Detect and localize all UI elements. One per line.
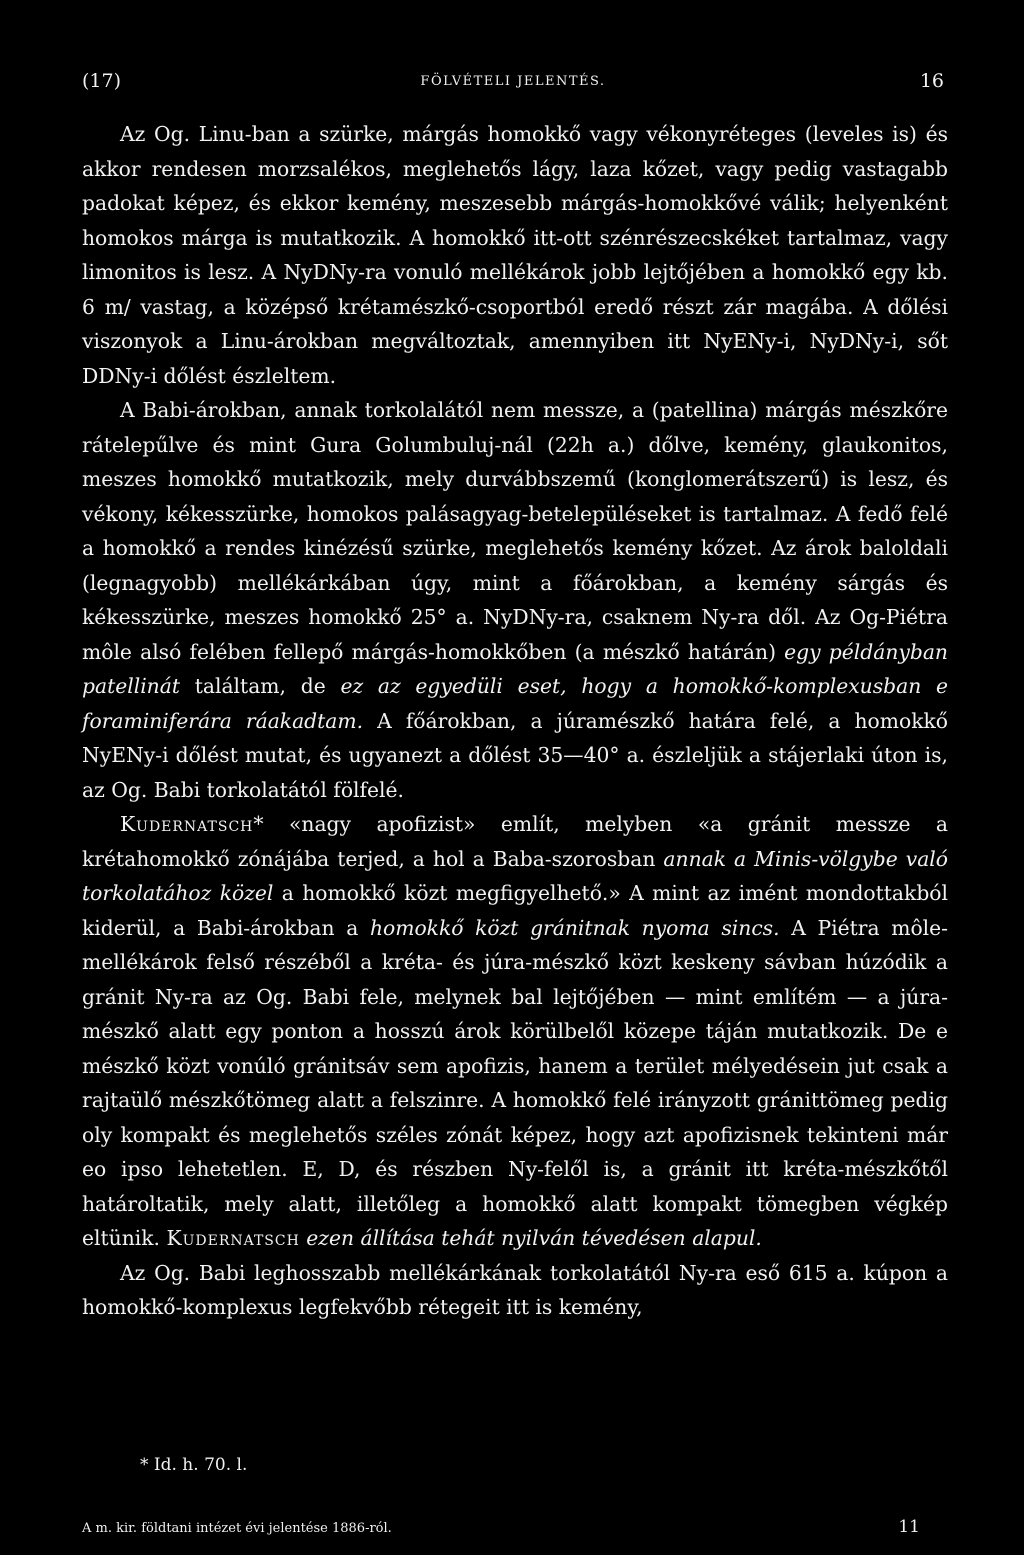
footnote: * Id. h. 70. l. xyxy=(140,1455,248,1475)
text-segment: a homokkő közt megfigyelhető.» A mint az imént mondottakból kiderül, a Babi-árokban a xyxy=(82,881,948,940)
text-segment: Az Og. Babi leghosszabb mellékárkának torkolatától Ny-ra eső 615 a. kúpon a homokkő-komplexus legfekvőbb rétegeit itt is kemény, xyxy=(82,1260,948,1319)
author-name: Kudernatsch xyxy=(120,812,254,836)
italic-text: homokkő közt gránitnak nyoma sincs. xyxy=(369,915,780,940)
page-footer xyxy=(82,1517,944,1541)
author-name: Kudernatsch xyxy=(166,1226,300,1250)
italic-text: egy példányban patellinát xyxy=(82,639,948,698)
text-segment: találtam, de xyxy=(180,674,341,698)
paragraph xyxy=(82,807,948,1256)
sheet-number: 11 xyxy=(898,1517,920,1537)
page-number-right: 16 xyxy=(919,70,944,92)
italic-text: ezen állítása tehát nyilván tévedésen alapul. xyxy=(306,1226,762,1250)
page-number-left: (17) xyxy=(82,70,122,92)
text-segment: A Piétra môle-mellékárok felső részéből a kréta- és júra-mészkő közt keskeny sávban húzódik a gránit Ny-ra az Og. Babi fele, melynek bal lejtőjében — mint említém — a júra-mészkő alatt egy ponton a hosszú árok körülbelől közepe táján mutatkozik. De e mészkő közt vonúló gránitsáv sem apofizis, hanem a terület mélyedésein jut csak a rajtaülő mészkőtömeg alatt a felszinre. A homokkő felé irányzott gránittömeg pedig oly kompakt és meglehetős széles zónát képez, hogy azt apofizisnek tekinteni már eo ipso lehetetlen. E, D, és részben Ny-felől is, a gránit itt kréta-mészkőtől határoltatik, mely alatt, illetőleg a homokkő alatt kompakt tömegben végkép eltünik. xyxy=(82,915,948,1250)
page-header xyxy=(82,70,944,100)
running-title: FÖLVÉTELI JELENTÉS. xyxy=(420,74,606,89)
paragraph xyxy=(82,1256,948,1325)
body-text xyxy=(82,117,948,1325)
paragraph xyxy=(82,393,948,807)
italic-text: annak a Minis-völgybe való torkolatához közel xyxy=(82,846,948,905)
paragraph xyxy=(82,117,948,393)
italic-text: ez az egyedüli eset, hogy a homokkő-komplexusban e foraminiferára ráakadtam. xyxy=(82,674,948,733)
text-segment: A Babi-árokban, annak torkolalától nem messze, a (patellina) márgás mészkőre rátelepűlve és mint Gura Golumbuluj-nál (22h a.) dőlve, kemény, glaukonitos, meszes homokkő mutatkozik, mely durvábbszemű (konglomerátszerű) is lesz, és vékony, kékesszürke, homokos palásagyag-betelepüléseket is tartalmaz. A fedő felé a homokkő a rendes kinézésű szürke, meglehetős kemény kőzet. Az árok baloldali (legnagyobb) mellékárkában úgy, mint a főárokban, a kemény sárgás és kékesszürke, meszes homokkő 25° a. NyDNy-ra, csaknem Ny-ra dől. Az Og-Piétra môle alsó felében fellepő márgás-homokkőben (a mészkő határán) xyxy=(82,398,948,664)
footer-publication: A m. kir. földtani intézet évi jelentése 1886-ról. xyxy=(82,1521,392,1536)
text-segment: * «nagy apofizist» említ, melyben «a gránit messze a krétahomokkő zónájába terjed, a hol a Baba-szorosban xyxy=(82,812,948,871)
text-segment: A főárokban, a júramészkő határa felé, a homokkő NyENy-i dőlést mutat, és ugyanezt a dőlést 35—40° a. észleljük a stájerlaki úton is, az Og. Babi torkolatától fölfelé. xyxy=(82,708,948,802)
text-segment: Az Og. Linu-ban a szürke, márgás homokkő vagy vékonyréteges (leveles is) és akkor rendesen morzsalékos, meglehetős lágy, laza kőzet, vagy pedig vastagabb padokat képez, és ekkor kemény, meszesebb márgás-homokkővé válik; helyenként homokos márga is mutatkozik. A homokkő itt-ott szénrészecskéket tartalmaz, vagy limonitos is lesz. A NyDNy-ra vonuló mellékárok jobb lejtőjében a homokkő egy kb. 6 m/ vastag, a középső krétamészkő-csoportból eredő részt zár magába. A dőlési viszonyok a Linu-árokban megváltoztak, amennyiben itt NyENy-i, NyDNy-i, sőt DDNy-i dőlést észleltem. xyxy=(82,122,948,388)
